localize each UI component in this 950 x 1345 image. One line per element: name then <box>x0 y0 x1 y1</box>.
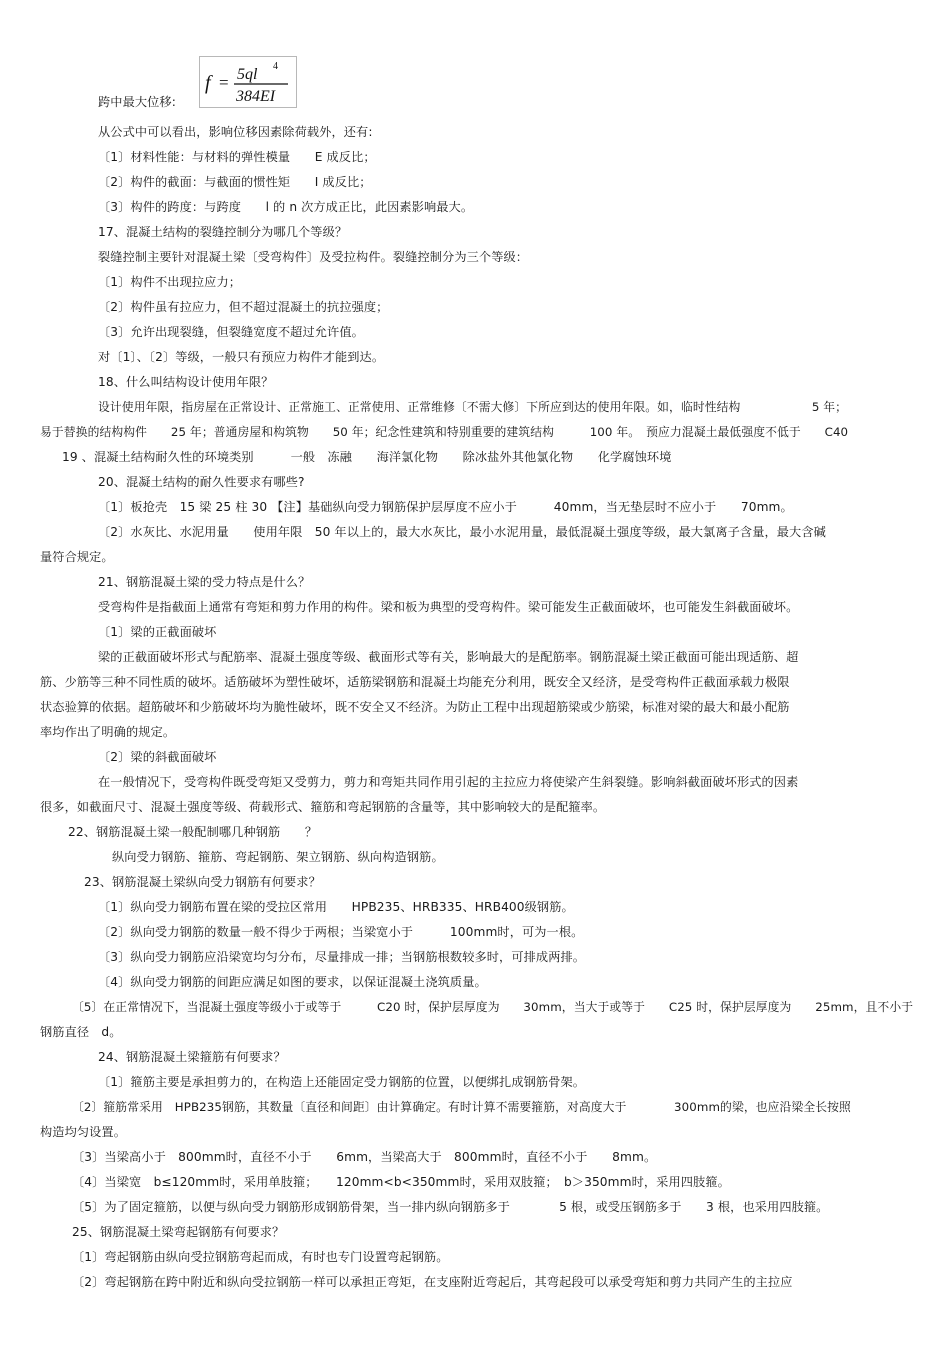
text-line: 〔2〕构件的截面：与截面的惯性矩 I 成反比； <box>98 175 372 189</box>
text-line: 钢筋直径 d。 <box>40 1025 122 1039</box>
text-line: 〔1〕构件不出现拉应力； <box>98 275 242 289</box>
text-line: 梁的正截面破坏形式与配筋率、混凝土强度等级、截面形式等有关，影响最大的是配筋率。钢筋混凝土梁正截面可能出现适筋、超 <box>98 650 799 664</box>
section-heading: 24、钢筋混凝土梁箍筋有何要求？ <box>98 1050 286 1064</box>
formula-graphic <box>200 57 296 107</box>
text-line: 很多，如截面尺寸、混凝土强度等级、荷载形式、箍筋和弯起钢筋的含量等，其中影响较大的是配箍率。 <box>40 800 606 814</box>
text-line: 〔2〕水灰比、水泥用量 使用年限 50 年以上的，最大水灰比，最小水泥用量，最低混凝土强度等级，最大氯离子含量，最大含碱 <box>98 525 826 539</box>
text-line: 〔4〕纵向受力钢筋的间距应满足如图的要求，以保证混凝土浇筑质量。 <box>98 975 487 989</box>
text-line: 裂缝控制主要针对混凝土梁〔受弯构件〕及受拉构件。裂缝控制分为三个等级： <box>98 250 529 264</box>
text-line: 〔2〕构件虽有拉应力，但不超过混凝土的抗拉强度； <box>98 300 389 314</box>
formula-exponent: 4 <box>273 61 278 72</box>
text-line: 从公式中可以看出，影响位移因素除荷载外，还有: <box>98 125 373 139</box>
text-line: 量符合规定。 <box>40 550 114 564</box>
text-line: 跨中最大位移: <box>98 95 176 109</box>
text-line: 筋、少筋等三种不同性质的破坏。适筋破坏为塑性破坏，适筋梁钢筋和混凝土均能充分利用，既安全又经济，是受弯构件正截面承载力极限 <box>40 675 790 689</box>
text-line: 〔1〕梁的正截面破坏 <box>98 625 217 639</box>
section-heading: 18、什么叫结构设计使用年限？ <box>98 375 274 389</box>
text-line: 〔1〕箍筋主要是承担剪力的，在构造上还能固定受力钢筋的位置，以便绑扎成钢筋骨架。 <box>98 1075 586 1089</box>
text-line: 对〔1〕、〔2〕等级，一般只有预应力构件才能到达。 <box>98 350 385 364</box>
section-heading: 23、钢筋混凝土梁纵向受力钢筋有何要求？ <box>84 875 321 889</box>
section-heading: 21、钢筋混凝土梁的受力特点是什么？ <box>98 575 311 589</box>
text-line: 设计使用年限，指房屋在正常设计、正常施工、正常使用、正常维修〔不需大修〕下所应到达的使用年限。如，临时性结构 5 年； <box>98 400 848 414</box>
text-line: 〔3〕当梁高小于 800mm时，直径不小于 6mm，当梁高大于 800mm时，直径不小于 8mm。 <box>72 1150 657 1164</box>
text-line: 率均作出了明确的规定。 <box>40 725 176 739</box>
text-line: 〔2〕纵向受力钢筋的数量一般不得少于两根；当梁宽小于 100mm时，可为一根。 <box>98 925 584 939</box>
text-line: 〔3〕构件的跨度：与跨度 l 的 n 次方成正比，此因素影响最大。 <box>98 200 474 214</box>
text-line: 〔5〕为了固定箍筋，以便与纵向受力钢筋形成钢筋骨架，当一排内纵向钢筋多于 5 根，或受压钢筋多于 3 根，也采用四肢箍。 <box>72 1200 829 1214</box>
formula-denominator: 384EI <box>236 88 276 105</box>
text-line: 受弯构件是指截面上通常有弯矩和剪力作用的构件。梁和板为典型的受弯构件。梁可能发生正截面破坏，也可能发生斜截面破坏。 <box>98 600 799 614</box>
text-line: 〔3〕允许出现裂缝，但裂缝宽度不超过允许值。 <box>98 325 364 339</box>
deflection-formula <box>199 56 297 108</box>
section-heading: 22、钢筋混凝土梁一般配制哪几种钢筋 ？ <box>68 825 318 839</box>
text-line: 易于替换的结构构件 25 年；普通房屋和构筑物 50 年；纪念性建筑和特别重要的建筑结构 100 年。 预应力混凝土最低强度不低于 C40 <box>40 425 849 439</box>
text-line: 纵向受力钢筋、箍筋、弯起钢筋、架立钢筋、纵向构造钢筋。 <box>112 850 444 864</box>
text-line: 〔1〕材料性能：与材料的弹性模量 E 成反比； <box>98 150 376 164</box>
text-line: 〔1〕弯起钢筋由纵向受拉钢筋弯起而成，有时也专门设置弯起钢筋。 <box>72 1250 449 1264</box>
text-line: 〔2〕箍筋常采用 HPB235钢筋，其数量〔直径和间距〕由计算确定。有时计算不需要箍筋，对高度大于 300mm的梁，也应沿梁全长按照 <box>72 1100 851 1114</box>
formula-equals: = <box>219 73 229 92</box>
section-heading: 20、混凝土结构的耐久性要求有哪些? <box>98 475 305 489</box>
formula-lhs: f <box>205 72 211 94</box>
text-line: 〔2〕梁的斜截面破坏 <box>98 750 217 764</box>
section-heading: 19 、混凝土结构耐久性的环境类别 一般 冻融 海洋氯化物 除冰盐外其他氯化物 化学腐蚀环境 <box>62 450 672 464</box>
text-line: 〔1〕纵向受力钢筋布置在梁的受拉区常用 HPB235、HRB335、HRB400级钢筋。 <box>98 900 574 914</box>
section-heading: 17、混凝土结构的裂缝控制分为哪几个等级？ <box>98 225 348 239</box>
text-line: 构造均匀设置。 <box>40 1125 127 1139</box>
text-line: 〔2〕弯起钢筋在跨中附近和纵向受拉钢筋一样可以承担正弯矩，在支座附近弯起后，其弯起段可以承受弯矩和剪力共同产生的主拉应 <box>72 1275 793 1289</box>
text-line: 状态验算的依据。超筋破坏和少筋破坏均为脆性破坏，既不安全又不经济。为防止工程中出现超筋梁或少筋梁，标准对梁的最大和最小配筋 <box>40 700 790 714</box>
section-heading: 25、钢筋混凝土梁弯起钢筋有何要求？ <box>72 1225 285 1239</box>
formula-numerator: 5ql <box>237 66 258 83</box>
text-line: 〔4〕当梁宽 b≤120mm时，采用单肢箍； 120mm<b<350mm时，采用双肢箍； b＞350mm时，采用四肢箍。 <box>72 1175 730 1189</box>
text-line: 在一般情况下，受弯构件既受弯矩又受剪力，剪力和弯矩共同作用引起的主拉应力将使梁产生斜裂缝。影响斜截面破坏形式的因素 <box>98 775 799 789</box>
text-line: 〔3〕纵向受力钢筋应沿梁宽均匀分布，尽量排成一排；当钢筋根数较多时，可排成两排。 <box>98 950 586 964</box>
text-line: 〔5〕在正常情况下，当混凝土强度等级小于或等于 C20 时，保护层厚度为 30mm，当大于或等于 C25 时，保护层厚度为 25mm，且不小于 <box>72 1000 914 1014</box>
text-line: 〔1〕板抢壳 15 梁 25 柱 30 【注】基础纵向受力钢筋保护层厚度不应小于 40mm，当无垫层时不应小于 70mm。 <box>98 500 793 514</box>
